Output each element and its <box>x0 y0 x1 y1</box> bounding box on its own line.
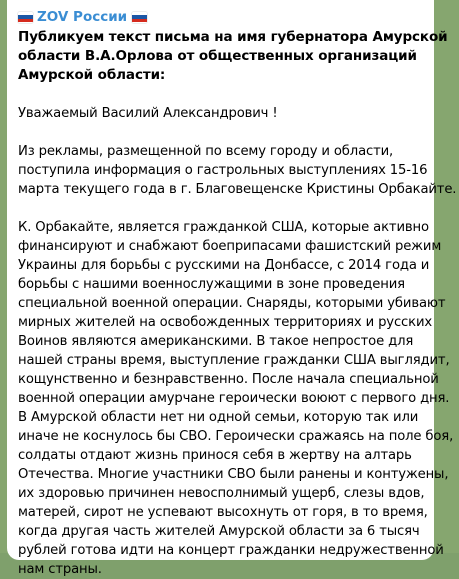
paragraph-line: поступила информация о гастрольных выступлениях 15-16 <box>18 163 428 178</box>
paragraph-gap <box>18 199 425 218</box>
heading-line: Амурской области: <box>18 67 166 83</box>
paragraph-line: кощунственно и безнравственно. После начала специальной <box>18 372 439 387</box>
paragraph-line: их здоровью причинен невосполнимый ущерб, слезы вдов, <box>18 486 425 501</box>
paragraph-gap <box>18 85 425 104</box>
paragraph-1 <box>18 142 457 199</box>
paragraph-line: военной операции амурчане героически воюют с первого дня. <box>18 391 450 406</box>
paragraph-line: солдаты отдают жизнь принося себя в жертву на алтарь <box>18 448 412 463</box>
paragraph-line: матерей, сирот не успевают высохнуть от горя, в то время, <box>18 505 428 520</box>
paragraph-line: К. Орбакайте, является гражданкой США, которые активно <box>18 220 429 235</box>
russian-flag-icon <box>132 12 147 23</box>
paragraph-line: борьбы с нашими военнослужащими в зоне проведения <box>18 277 405 292</box>
channel-name[interactable]: ZOV России <box>37 9 128 25</box>
paragraph-line: В Амурской области нет ни одной семьи, которую так или <box>18 410 419 425</box>
paragraph-line: мирных жителей на освобожденных территориях и русских <box>18 315 433 330</box>
paragraph-gap <box>18 123 425 142</box>
paragraph-line: нашей страны время, выступление гражданки США выглядит, <box>18 353 450 368</box>
paragraph-line: нам страны. <box>18 562 102 577</box>
paragraph-line: марта текущего года в г. Благовещенске Кристины Орбакайте. <box>18 182 457 197</box>
paragraph-line: Воинов являются американскими. В такое непростое для <box>18 334 414 349</box>
sender-row[interactable] <box>18 6 425 28</box>
russian-flag-icon <box>18 12 33 23</box>
greeting-text: Уважаемый Василий Александрович ! <box>18 106 278 121</box>
message-heading <box>18 28 448 85</box>
paragraph-line: иначе не коснулось бы СВО. Героически сражаясь на поле боя, <box>18 429 454 444</box>
heading-line: Публикуем текст письма на имя губернатора Амурской <box>18 29 448 45</box>
paragraph-line: финансируют и снабжают боеприпасами фашистский режим <box>18 239 442 254</box>
heading-line: области В.А.Орлова от общественных организаций <box>18 48 417 64</box>
paragraph-line: специальной военной операции. Снаряды, которыми убивают <box>18 296 446 311</box>
paragraph-line: Украины для борьбы с русскими на Донбассе, с 2014 года и <box>18 258 430 273</box>
paragraph-line: когда другая часть жителей Амурской области за 6 тысяч <box>18 524 420 539</box>
message-bubble <box>7 0 457 577</box>
paragraph-line: Отечества. Многие участники СВО были ранены и контужены, <box>18 467 449 482</box>
paragraph-line: Из рекламы, размещенной по всему городу и области, <box>18 144 394 159</box>
paragraph-2 <box>18 218 454 579</box>
greeting <box>18 104 425 123</box>
paragraph-line: рублей готова идти на концерт гражданки недружественной <box>18 543 444 558</box>
